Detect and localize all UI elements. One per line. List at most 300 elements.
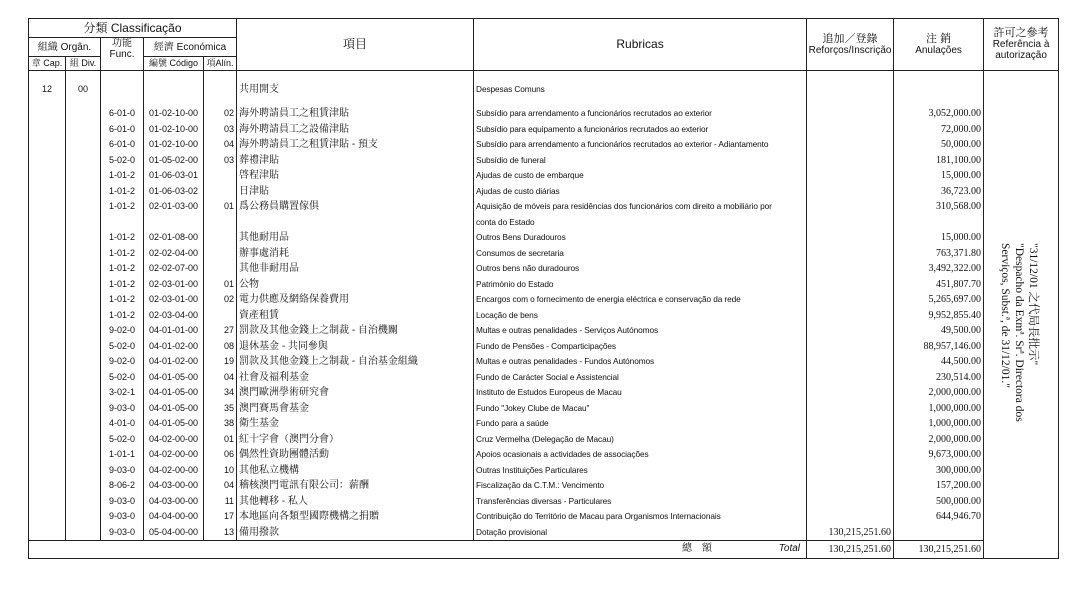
empty-cell [66, 106, 101, 122]
empty-cell [29, 215, 66, 231]
rubrica: Ajudas de custo de embarque [474, 168, 807, 184]
reforco-amount [807, 246, 894, 262]
referencia-header-pt1: Referência à [992, 39, 1050, 50]
rubrica: Subsídio para arrendamento a funcionários recrutados ao exterior [474, 106, 807, 122]
item-name: 葬禮津貼 [237, 153, 474, 169]
anulacao-amount: 9,952,855.40 [894, 308, 984, 324]
empty-cell [29, 432, 66, 448]
empty-cell [29, 494, 66, 510]
section-cap: 12 [29, 81, 66, 99]
economic-code: 01-06-03-01 [144, 168, 204, 184]
reforco-amount [807, 308, 894, 324]
func-code: 1-01-2 [101, 246, 144, 262]
item-name: 稽核澳門電訊有限公司：薪酬 [237, 478, 474, 494]
empty-cell [29, 385, 66, 401]
alinea: 27 [204, 323, 237, 339]
rubrica: Apoios ocasionais a actividades de associações [474, 447, 807, 463]
alinea: 17 [204, 509, 237, 525]
economic-code: 05-04-00-00 [144, 525, 204, 541]
total-anulacao: 130,215,251.60 [894, 541, 984, 559]
alinea [204, 261, 237, 277]
func-code: 4-01-0 [101, 416, 144, 432]
rubrica: Aquisição de móveis para residências dos funcionários com direito a mobiliário por [474, 199, 807, 215]
anulacao-amount [894, 525, 984, 541]
empty-cell [29, 447, 66, 463]
section-row [29, 81, 1059, 99]
rubrica: Cruz Vermelha (Delegação de Macau) [474, 432, 807, 448]
economic-code: 04-03-00-00 [144, 494, 204, 510]
code-header: 編號 Código [144, 57, 204, 71]
alinea: 03 [204, 122, 237, 138]
anulacao-amount: 3,052,000.00 [894, 106, 984, 122]
anulacao-amount: 300,000.00 [894, 463, 984, 479]
table-row [29, 494, 1059, 510]
reforco-amount [807, 168, 894, 184]
rubrica: Consumos de secretaria [474, 246, 807, 262]
alinea: 01 [204, 277, 237, 293]
item-name: 辦事處消耗 [237, 246, 474, 262]
reforco-amount [807, 416, 894, 432]
table-row [29, 416, 1059, 432]
rubrica: Instituto de Estudos Europeus de Macau [474, 385, 807, 401]
anulacao-amount: 49,500.00 [894, 323, 984, 339]
empty-cell [66, 370, 101, 386]
func-header-pt: Func. [109, 49, 135, 60]
func-code: 9-03-0 [101, 525, 144, 541]
empty-cell [29, 168, 66, 184]
reforco-amount [807, 478, 894, 494]
empty-cell [29, 339, 66, 355]
empty-cell [29, 184, 66, 200]
anulacao-amount: 2,000,000.00 [894, 432, 984, 448]
func-code: 5-02-0 [101, 339, 144, 355]
empty-cell [29, 354, 66, 370]
func-code: 1-01-2 [101, 277, 144, 293]
empty-cell [66, 432, 101, 448]
reforco-amount [807, 339, 894, 355]
item-name: 海外聘請員工之租賃津貼 - 預支 [237, 137, 474, 153]
rubrica: Fundo "Jokey Clube de Macau" [474, 401, 807, 417]
rubrica: conta do Estado [474, 215, 807, 231]
item-name: 其他私立機構 [237, 463, 474, 479]
empty-cell [66, 494, 101, 510]
organ-header: 組織 Orgân. [29, 38, 101, 57]
anulacao-amount: 50,000.00 [894, 137, 984, 153]
cap-header: 章 Cap. [29, 57, 66, 71]
anulacao-amount: 36,723.00 [894, 184, 984, 200]
empty-cell [66, 401, 101, 417]
func-code: 6-01-0 [101, 122, 144, 138]
table-body [29, 71, 1059, 559]
budget-table [28, 18, 1059, 559]
item-name: 罰款及其他金錢上之制裁 - 自治基金組織 [237, 354, 474, 370]
anulacao-amount: 1,000,000.00 [894, 401, 984, 417]
anulacao-amount: 9,673,000.00 [894, 447, 984, 463]
func-code: 1-01-2 [101, 168, 144, 184]
total-label-pt: Total [778, 543, 801, 554]
func-code: 6-01-0 [101, 137, 144, 153]
table-row [29, 184, 1059, 200]
reforco-amount [807, 137, 894, 153]
alinea: 02 [204, 106, 237, 122]
rubrica: Locação de bens [474, 308, 807, 324]
func-code: 1-01-2 [101, 184, 144, 200]
func-code: 9-02-0 [101, 354, 144, 370]
empty-cell [66, 277, 101, 293]
economic-code: 04-01-05-00 [144, 370, 204, 386]
empty-cell [29, 261, 66, 277]
item-name: 電力供應及網絡保養費用 [237, 292, 474, 308]
empty-cell [66, 525, 101, 541]
empty-cell [29, 463, 66, 479]
table-row [29, 478, 1059, 494]
alinea: 13 [204, 525, 237, 541]
anulacao-amount: 15,000.00 [894, 230, 984, 246]
empty-cell [66, 308, 101, 324]
table-row [29, 339, 1059, 355]
table-row [29, 370, 1059, 386]
empty-cell [66, 184, 101, 200]
rubrica: Outros Bens Duradouros [474, 230, 807, 246]
authorization-line2: "Despacho da Exmª. Srª. Directora dos [1013, 243, 1026, 422]
anulacao-amount: 5,265,697.00 [894, 292, 984, 308]
empty-cell [29, 137, 66, 153]
table-row [29, 106, 1059, 122]
total-reforco: 130,215,251.60 [807, 541, 894, 559]
economic-code: 02-03-01-00 [144, 292, 204, 308]
item-name: 公物 [237, 277, 474, 293]
economic-code: 04-01-05-00 [144, 385, 204, 401]
economic-code: 01-02-10-00 [144, 137, 204, 153]
rubricas-header: Rubricas [474, 19, 807, 71]
economic-code: 01-05-02-00 [144, 153, 204, 169]
empty-cell [66, 323, 101, 339]
empty-cell [29, 292, 66, 308]
rubrica: Multas e outras penalidades - Fundos Autónomos [474, 354, 807, 370]
item-name: 日津貼 [237, 184, 474, 200]
table-row [29, 509, 1059, 525]
item-name: 紅十字會（澳門分會） [237, 432, 474, 448]
rubrica: Outras Instituições Particulares [474, 463, 807, 479]
empty-cell [29, 106, 66, 122]
empty-cell [29, 401, 66, 417]
func-code: 3-02-1 [101, 385, 144, 401]
empty-cell [66, 447, 101, 463]
reforco-amount [807, 261, 894, 277]
table-row [29, 463, 1059, 479]
empty-cell [29, 277, 66, 293]
empty-cell [29, 230, 66, 246]
table-row [29, 432, 1059, 448]
economic-code: 04-01-05-00 [144, 416, 204, 432]
table-row [29, 308, 1059, 324]
empty-cell [66, 385, 101, 401]
reforco-amount [807, 215, 894, 231]
economic-code: 04-02-00-00 [144, 463, 204, 479]
table-row [29, 199, 1059, 215]
anulacao-amount: 72,000.00 [894, 122, 984, 138]
anulacao-amount: 3,492,322.00 [894, 261, 984, 277]
table-row [29, 385, 1059, 401]
item-header: 項目 [237, 19, 474, 71]
item-name: 社會及福利基金 [237, 370, 474, 386]
anulacao-amount: 88,957,146.00 [894, 339, 984, 355]
item-name: 備用撥款 [237, 525, 474, 541]
table-row [29, 122, 1059, 138]
rubrica: Subsídio de funeral [474, 153, 807, 169]
economic-code: 04-03-00-00 [144, 478, 204, 494]
item-name: 海外聘請員工之設備津貼 [237, 122, 474, 138]
empty-cell [66, 122, 101, 138]
empty-cell [66, 215, 101, 231]
section-item: 共用開支 [237, 81, 474, 99]
alinea [204, 246, 237, 262]
func-code: 9-03-0 [101, 494, 144, 510]
func-code: 9-03-0 [101, 509, 144, 525]
alinea: 01 [204, 432, 237, 448]
reforco-amount [807, 106, 894, 122]
reforco-amount [807, 323, 894, 339]
item-name [237, 215, 474, 231]
alinea: 11 [204, 494, 237, 510]
alinea: 35 [204, 401, 237, 417]
alinea: 01 [204, 199, 237, 215]
empty-cell [29, 478, 66, 494]
alinea: 06 [204, 447, 237, 463]
func-code: 9-02-0 [101, 323, 144, 339]
reforco-amount [807, 277, 894, 293]
empty-cell [29, 122, 66, 138]
authorization-text [998, 243, 1040, 422]
economic-code: 01-02-10-00 [144, 122, 204, 138]
anulacao-amount: 44,500.00 [894, 354, 984, 370]
total-row [29, 541, 1059, 559]
authorization-line1: "31/12/01 之代局長批示" [1027, 243, 1040, 366]
anulacao-amount: 500,000.00 [894, 494, 984, 510]
reforco-amount [807, 370, 894, 386]
table-row [29, 215, 1059, 231]
func-code: 9-03-0 [101, 463, 144, 479]
anulacao-amount: 2,000,000.00 [894, 385, 984, 401]
item-name: 衛生基金 [237, 416, 474, 432]
total-label [29, 541, 807, 559]
rubrica: Outros bens não duradouros [474, 261, 807, 277]
func-header-zh: 功能 [112, 38, 132, 49]
anulacao-amount: 310,568.00 [894, 199, 984, 215]
alinea [204, 215, 237, 231]
func-code: 5-02-0 [101, 432, 144, 448]
func-code: 1-01-2 [101, 292, 144, 308]
empty-cell [66, 199, 101, 215]
alinea [204, 230, 237, 246]
reforco-amount [807, 122, 894, 138]
rubrica: Multas e outras penalidades - Serviços Autónomos [474, 323, 807, 339]
alinea: 38 [204, 416, 237, 432]
economic-header: 經濟 Económica [144, 38, 237, 57]
economic-code: 02-01-03-00 [144, 199, 204, 215]
empty-cell [29, 246, 66, 262]
referencia-header [984, 19, 1059, 71]
total-label-zh: 總 額 [682, 543, 712, 554]
anulacao-amount: 644,946.70 [894, 509, 984, 525]
func-code: 1-01-2 [101, 261, 144, 277]
rubrica: Subsídio para equipamento a funcionários recrutados ao exterior [474, 122, 807, 138]
empty-cell [66, 261, 101, 277]
item-name: 海外聘請員工之租賃津貼 [237, 106, 474, 122]
table-row [29, 292, 1059, 308]
rubrica: Fundo para a saúde [474, 416, 807, 432]
rubrica: Subsídio para arrendamento a funcionários recrutados ao exterior - Adiantamento [474, 137, 807, 153]
economic-code: 04-01-05-00 [144, 401, 204, 417]
alinea [204, 168, 237, 184]
table-row [29, 153, 1059, 169]
div-header: 組 Div. [66, 57, 101, 71]
reforco-amount [807, 184, 894, 200]
empty-cell [66, 292, 101, 308]
func-code: 8-06-2 [101, 478, 144, 494]
reforco-amount [807, 447, 894, 463]
reforco-amount [807, 230, 894, 246]
empty-cell [29, 199, 66, 215]
reforcos-header [807, 19, 894, 71]
empty-cell [29, 525, 66, 541]
empty-cell [66, 416, 101, 432]
func-code: 5-02-0 [101, 370, 144, 386]
economic-code: 02-02-04-00 [144, 246, 204, 262]
empty-cell [66, 354, 101, 370]
item-name: 資產租賃 [237, 308, 474, 324]
item-name: 其他非耐用品 [237, 261, 474, 277]
reforco-amount [807, 385, 894, 401]
empty-cell [66, 246, 101, 262]
alinea: 03 [204, 153, 237, 169]
item-name: 罰款及其他金錢上之制裁 - 自治機關 [237, 323, 474, 339]
classification-header: 分類 Classificação [29, 19, 237, 38]
rubrica: Encargos com o fornecimento de energia eléctrica e conservação da rede [474, 292, 807, 308]
economic-code: 04-01-02-00 [144, 354, 204, 370]
empty-cell [66, 339, 101, 355]
rubrica: Ajudas de custo diárias [474, 184, 807, 200]
alinea: 34 [204, 385, 237, 401]
empty-cell [29, 370, 66, 386]
anulacao-amount: 157,200.00 [894, 478, 984, 494]
reforco-amount [807, 292, 894, 308]
authorization-line3: Serviços, Subst.ª, de 31/12/01." [999, 243, 1012, 388]
economic-code: 01-06-03-02 [144, 184, 204, 200]
economic-code: 04-02-00-00 [144, 447, 204, 463]
empty-cell [29, 323, 66, 339]
table-row [29, 401, 1059, 417]
empty-cell [66, 509, 101, 525]
anulacoes-header-zh: 注 銷 [926, 32, 952, 45]
alinea [204, 308, 237, 324]
reforco-amount [807, 463, 894, 479]
rubrica: Fundo de Carácter Social e Assistencial [474, 370, 807, 386]
alinea [204, 184, 237, 200]
referencia-header-pt2: autorização [995, 50, 1047, 61]
alinea: 04 [204, 137, 237, 153]
empty-cell [29, 509, 66, 525]
empty-cell [29, 153, 66, 169]
rubrica: Contribuição do Território de Macau para Organismos Internacionais [474, 509, 807, 525]
func-code: 6-01-0 [101, 106, 144, 122]
alinea: 10 [204, 463, 237, 479]
alinea: 02 [204, 292, 237, 308]
item-name: 其他耐用品 [237, 230, 474, 246]
func-code: 1-01-1 [101, 447, 144, 463]
rubrica: Fiscalização da C.T.M.: Vencimento [474, 478, 807, 494]
table-header [29, 19, 1059, 71]
alin-header: 項Alín. [204, 57, 237, 71]
authorization-reference [984, 71, 1059, 559]
item-name: 澳門歐洲學術研究會 [237, 385, 474, 401]
empty-cell [66, 478, 101, 494]
economic-code: 01-02-10-00 [144, 106, 204, 122]
empty-cell [29, 308, 66, 324]
reforcos-header-zh: 追加／登錄 [822, 32, 878, 45]
item-name: 其他轉移 - 私人 [237, 494, 474, 510]
anulacoes-header-pt: Anulações [915, 44, 962, 56]
empty-cell [66, 463, 101, 479]
anulacoes-header [894, 19, 984, 71]
table-row [29, 323, 1059, 339]
alinea: 04 [204, 478, 237, 494]
table-row [29, 354, 1059, 370]
economic-code: 04-01-02-00 [144, 339, 204, 355]
economic-code: 02-01-08-00 [144, 230, 204, 246]
rubrica: Dotação provisional [474, 525, 807, 541]
economic-code: 04-02-00-00 [144, 432, 204, 448]
func-header [101, 38, 144, 71]
reforco-amount [807, 432, 894, 448]
referencia-header-zh: 許可之參考 [993, 27, 1049, 39]
table-row [29, 447, 1059, 463]
section-div: 00 [66, 81, 101, 99]
empty-cell [66, 137, 101, 153]
table-row [29, 230, 1059, 246]
alinea: 04 [204, 370, 237, 386]
reforco-amount [807, 494, 894, 510]
func-code: 5-02-0 [101, 153, 144, 169]
economic-code: 02-03-01-00 [144, 277, 204, 293]
rubrica: Fundo de Pensões - Comparticipações [474, 339, 807, 355]
anulacao-amount: 763,371.80 [894, 246, 984, 262]
table-row [29, 525, 1059, 541]
table-row [29, 246, 1059, 262]
table-row [29, 137, 1059, 153]
func-code: 1-01-2 [101, 230, 144, 246]
anulacao-amount: 15,000.00 [894, 168, 984, 184]
reforcos-header-pt: Reforços/Inscrição [808, 44, 892, 56]
table-row [29, 277, 1059, 293]
anulacao-amount [894, 215, 984, 231]
economic-code: 02-03-04-00 [144, 308, 204, 324]
item-name: 爲公務員購置傢俱 [237, 199, 474, 215]
anulacao-amount: 451,807.70 [894, 277, 984, 293]
item-name: 退休基金 - 共同參與 [237, 339, 474, 355]
table-row [29, 168, 1059, 184]
reforco-amount [807, 401, 894, 417]
reforco-amount [807, 354, 894, 370]
func-code: 1-01-2 [101, 308, 144, 324]
reforco-amount [807, 153, 894, 169]
item-name: 澳門賽馬會基金 [237, 401, 474, 417]
rubrica: Património do Estado [474, 277, 807, 293]
item-name: 啓程津貼 [237, 168, 474, 184]
alinea: 19 [204, 354, 237, 370]
reforco-amount: 130,215,251.60 [807, 525, 894, 541]
alinea: 08 [204, 339, 237, 355]
